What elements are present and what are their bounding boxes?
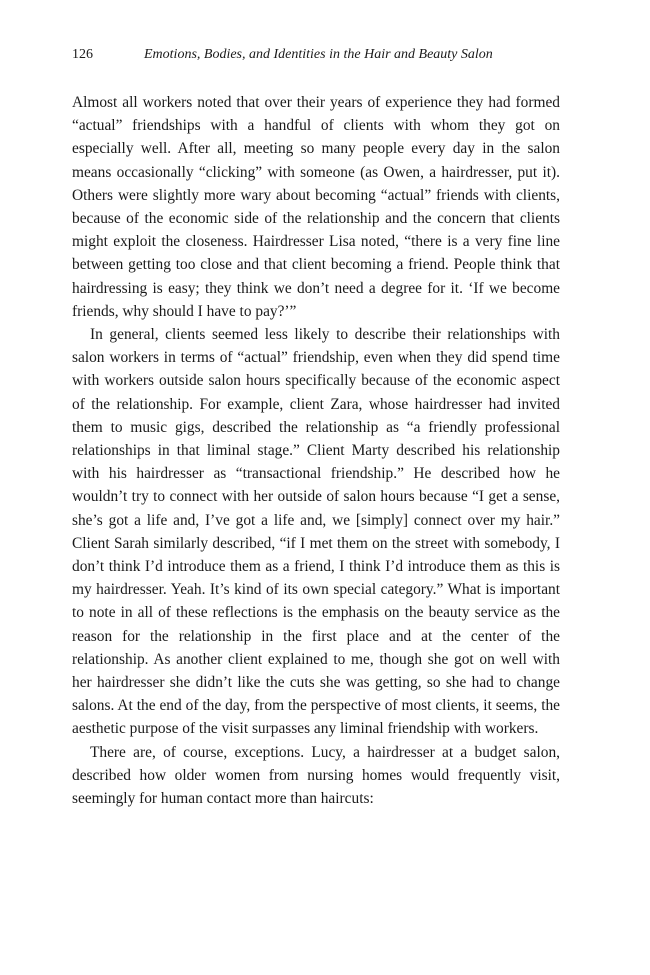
paragraph-1: Almost all workers noted that over their years of experience they had formed “actual” friendships with a handful of clients with whom they got on especially well. After all, meeting so many people every day in the salon means occasionally “clicking” with someone (as Owen, a hairdresser, put it). Others were slightly more wary about becoming “actual” friends with clients, because of the economic side of the relationship and the concern that clients might exploit the closeness. Hairdresser Lisa noted, “there is a very fine line between getting too close and that client becoming a friend. People think that hairdressing is easy; they think we don’t need a degree for it. ‘If we become friends, why should I have to pay?’” [72, 94, 560, 320]
paragraph-3: There are, of course, exceptions. Lucy, a hairdresser at a budget salon, described how older women from nursing homes would frequently visit, seemingly for human contact more than haircuts: [72, 743, 560, 808]
running-title: Emotions, Bodies, and Identities in the Hair and Beauty Salon [144, 47, 493, 62]
body-text [72, 91, 560, 810]
page-number: 126 [72, 47, 93, 62]
running-head [72, 46, 562, 64]
paragraph-2: In general, clients seemed less likely to describe their relationships with salon workers in terms of “actual” friendship, even when they did spend time with workers outside salon hours specifically because of the economic aspect of the relationship. For example, client Zara, whose hairdresser had invited them to music gigs, described the relationship as “a friendly professional relationships in that liminal stage.” Client Marty described his relationship with his hairdresser as “transactional friendship.” He described how he wouldn’t try to connect with her outside of salon hours because “I get a sense, she’s got a life and, I’ve got a life and, we [simply] connect over my hair.” Client Sarah similarly described, “if I met them on the street with somebody, I don’t think I’d introduce them as a friend, I think I’d introduce them as this is my hairdresser. Yeah. It’s kind of its own special category.” What is important to note in all of these reflections is the emphasis on the beauty service as the reason for the relationship in the first place and at the center of the relationship. As another client explained to me, though she got on well with her hairdresser she didn’t like the cuts she was getting, so she had to change salons. At the end of the day, from the perspective of most clients, it seems, the aesthetic purpose of the visit surpasses any liminal friendship with workers. [72, 326, 560, 738]
